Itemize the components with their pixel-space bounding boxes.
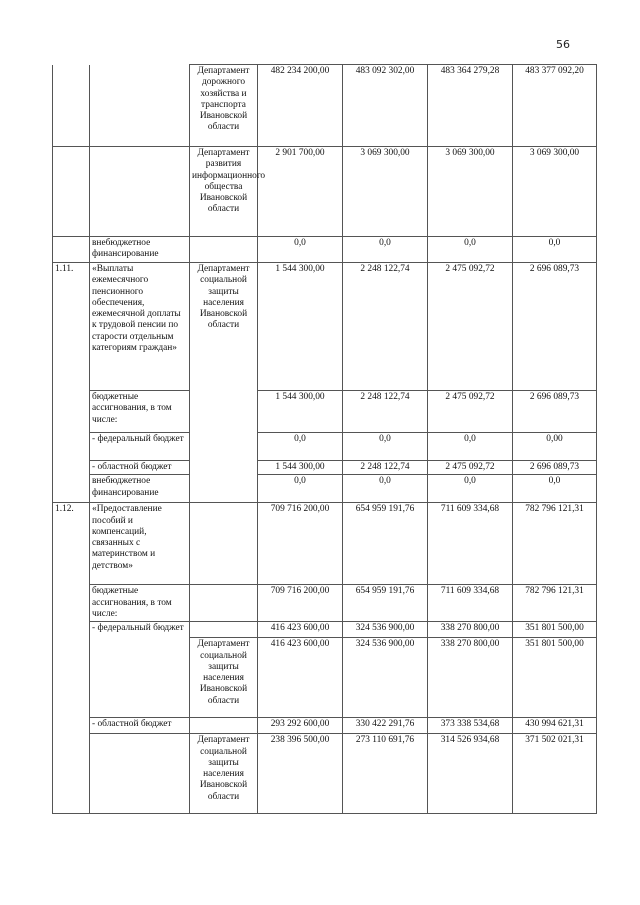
table-row [53,503,597,585]
row-number-cell [53,65,90,147]
responsible-cell: Департамент дорожного хозяйства и транспорта Ивановской области [190,65,258,147]
value-cell: 0,0 [513,237,597,263]
table-row [53,461,597,475]
value-cell: 0,0 [428,475,513,503]
value-cell: 782 796 121,31 [513,585,597,622]
table-row [53,433,597,461]
value-cell: 2 248 122,74 [343,461,428,475]
value-cell: 338 270 800,00 [428,638,513,718]
table-row [53,475,597,503]
value-cell: 483 377 092,20 [513,65,597,147]
row-name-cell [90,147,190,237]
section-number: 1.11. [53,263,90,503]
value-cell: 371 502 021,31 [513,734,597,814]
value-cell: 3 069 300,00 [513,147,597,237]
value-cell: 0,0 [428,433,513,461]
value-cell: 273 110 691,76 [343,734,428,814]
value-cell: 0,0 [513,475,597,503]
value-cell: 2 475 092,72 [428,391,513,433]
table-row [53,391,597,433]
value-cell: 0,0 [428,237,513,263]
responsible-cell: Департамент социальной защиты населения Ивановской области [190,263,258,503]
section-title: «Выплаты ежемесячного пенсионного обеспечения, ежемесячной доплаты к трудовой пенсии по старости отдельным категориям граждан» [90,263,190,391]
value-cell: 0,0 [343,433,428,461]
value-cell: 2 901 700,00 [258,147,343,237]
value-cell: 483 092 302,00 [343,65,428,147]
responsible-cell: Департамент развития информационного общества Ивановской области [190,147,258,237]
value-cell: 0,0 [343,475,428,503]
value-cell: 373 338 534,68 [428,718,513,734]
value-cell: 238 396 500,00 [258,734,343,814]
row-name-cell [90,65,190,147]
row-name-cell: внебюджетное финансирование [90,475,190,503]
value-cell: 2 248 122,74 [343,263,428,391]
responsible-cell: Департамент социальной защиты населения Ивановской области [190,638,258,718]
value-cell: 709 716 200,00 [258,503,343,585]
value-cell: 0,0 [343,237,428,263]
table-row [53,734,597,814]
value-cell: 654 959 191,76 [343,585,428,622]
value-cell: 351 801 500,00 [513,622,597,638]
value-cell: 351 801 500,00 [513,638,597,718]
budget-table [52,64,597,814]
responsible-cell [190,585,258,622]
row-number-cell [53,237,90,263]
value-cell: 2 248 122,74 [343,391,428,433]
row-number-cell [53,147,90,237]
responsible-cell [190,622,258,638]
value-cell: 2 696 089,73 [513,391,597,433]
value-cell: 430 994 621,31 [513,718,597,734]
table-row [53,718,597,734]
value-cell: 654 959 191,76 [343,503,428,585]
value-cell: 1 544 300,00 [258,391,343,433]
value-cell: 1 544 300,00 [258,461,343,475]
row-name-cell: - областной бюджет [90,718,190,734]
table-row [53,65,597,147]
value-cell: 711 609 334,68 [428,503,513,585]
value-cell: 2 475 092,72 [428,263,513,391]
table-row [53,147,597,237]
value-cell: 482 234 200,00 [258,65,343,147]
responsible-cell [190,237,258,263]
value-cell: 711 609 334,68 [428,585,513,622]
value-cell: 338 270 800,00 [428,622,513,638]
value-cell: 2 696 089,73 [513,461,597,475]
row-name-cell [90,734,190,814]
row-name-cell: - областной бюджет [90,461,190,475]
value-cell: 3 069 300,00 [343,147,428,237]
table-row [53,622,597,638]
value-cell: 0,00 [513,433,597,461]
responsible-cell [190,718,258,734]
section-number: 1.12. [53,503,90,814]
row-name-cell: - федеральный бюджет [90,433,190,461]
responsible-cell: Департамент социальной защиты населения Ивановской области [190,734,258,814]
section-title: «Предоставление пособий и компенсаций, связанных с материнством и детством» [90,503,190,585]
value-cell: 330 422 291,76 [343,718,428,734]
responsible-cell [190,503,258,585]
value-cell: 0,0 [258,433,343,461]
value-cell: 324 536 900,00 [343,622,428,638]
table-row [53,585,597,622]
table-row [53,638,597,718]
value-cell: 1 544 300,00 [258,263,343,391]
value-cell: 324 536 900,00 [343,638,428,718]
value-cell: 2 475 092,72 [428,461,513,475]
table-row [53,237,597,263]
row-name-cell: бюджетные ассигнования, в том числе: [90,585,190,622]
value-cell: 416 423 600,00 [258,622,343,638]
value-cell: 3 069 300,00 [428,147,513,237]
row-name-cell [90,638,190,718]
value-cell: 782 796 121,31 [513,503,597,585]
value-cell: 0,0 [258,237,343,263]
row-name-cell: внебюджетное финансирование [90,237,190,263]
value-cell: 0,0 [258,475,343,503]
value-cell: 709 716 200,00 [258,585,343,622]
row-name-cell: - федеральный бюджет [90,622,190,638]
page-number: 56 [556,38,570,51]
table-row [53,263,597,391]
value-cell: 2 696 089,73 [513,263,597,391]
row-name-cell: бюджетные ассигнования, в том числе: [90,391,190,433]
value-cell: 314 526 934,68 [428,734,513,814]
value-cell: 293 292 600,00 [258,718,343,734]
value-cell: 416 423 600,00 [258,638,343,718]
value-cell: 483 364 279,28 [428,65,513,147]
